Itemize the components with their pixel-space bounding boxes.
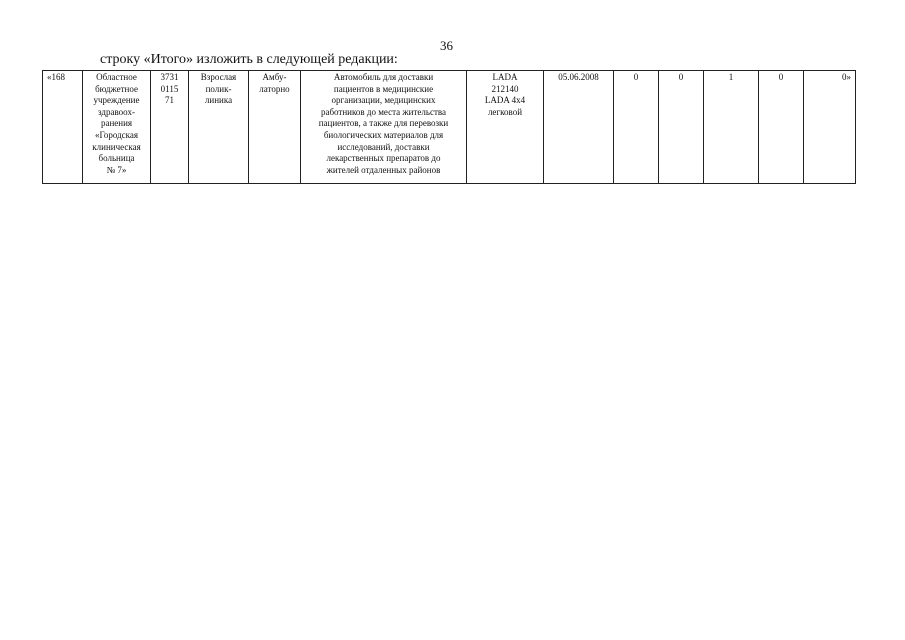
code-cell: 3731 0115 71 xyxy=(151,71,189,184)
purpose-cell: Автомобиль для доставки пациентов в медицинские организации, медицинских работников до места жительства пациентов, а также для перевозки биологических материалов для исследований, доставки лекарственных препаратов до жителей отдаленных районов xyxy=(301,71,467,184)
row-number-cell: «168 xyxy=(43,71,83,184)
value-cell-1: 0 xyxy=(614,71,659,184)
organization-cell: Областное бюджетное учреждение здравоох- ранения «Городская клиническая больница № 7» xyxy=(83,71,151,184)
unit-cell: Взрослая полик- линика xyxy=(189,71,249,184)
value-cell-2: 0 xyxy=(659,71,704,184)
value-cell-4: 0 xyxy=(759,71,804,184)
vehicle-cell: LADA 212140 LADA 4x4 легковой xyxy=(467,71,544,184)
amendment-table xyxy=(42,70,856,184)
value-cell-3: 1 xyxy=(704,71,759,184)
page-number: 36 xyxy=(440,38,453,53)
care-type-cell: Амбу- латорно xyxy=(249,71,301,184)
value-cell-5: 0» xyxy=(804,71,856,184)
intro-text: строку «Итого» изложить в следующей редакции: xyxy=(100,52,398,67)
date-cell: 05.06.2008 xyxy=(544,71,614,184)
table-row xyxy=(43,71,856,184)
